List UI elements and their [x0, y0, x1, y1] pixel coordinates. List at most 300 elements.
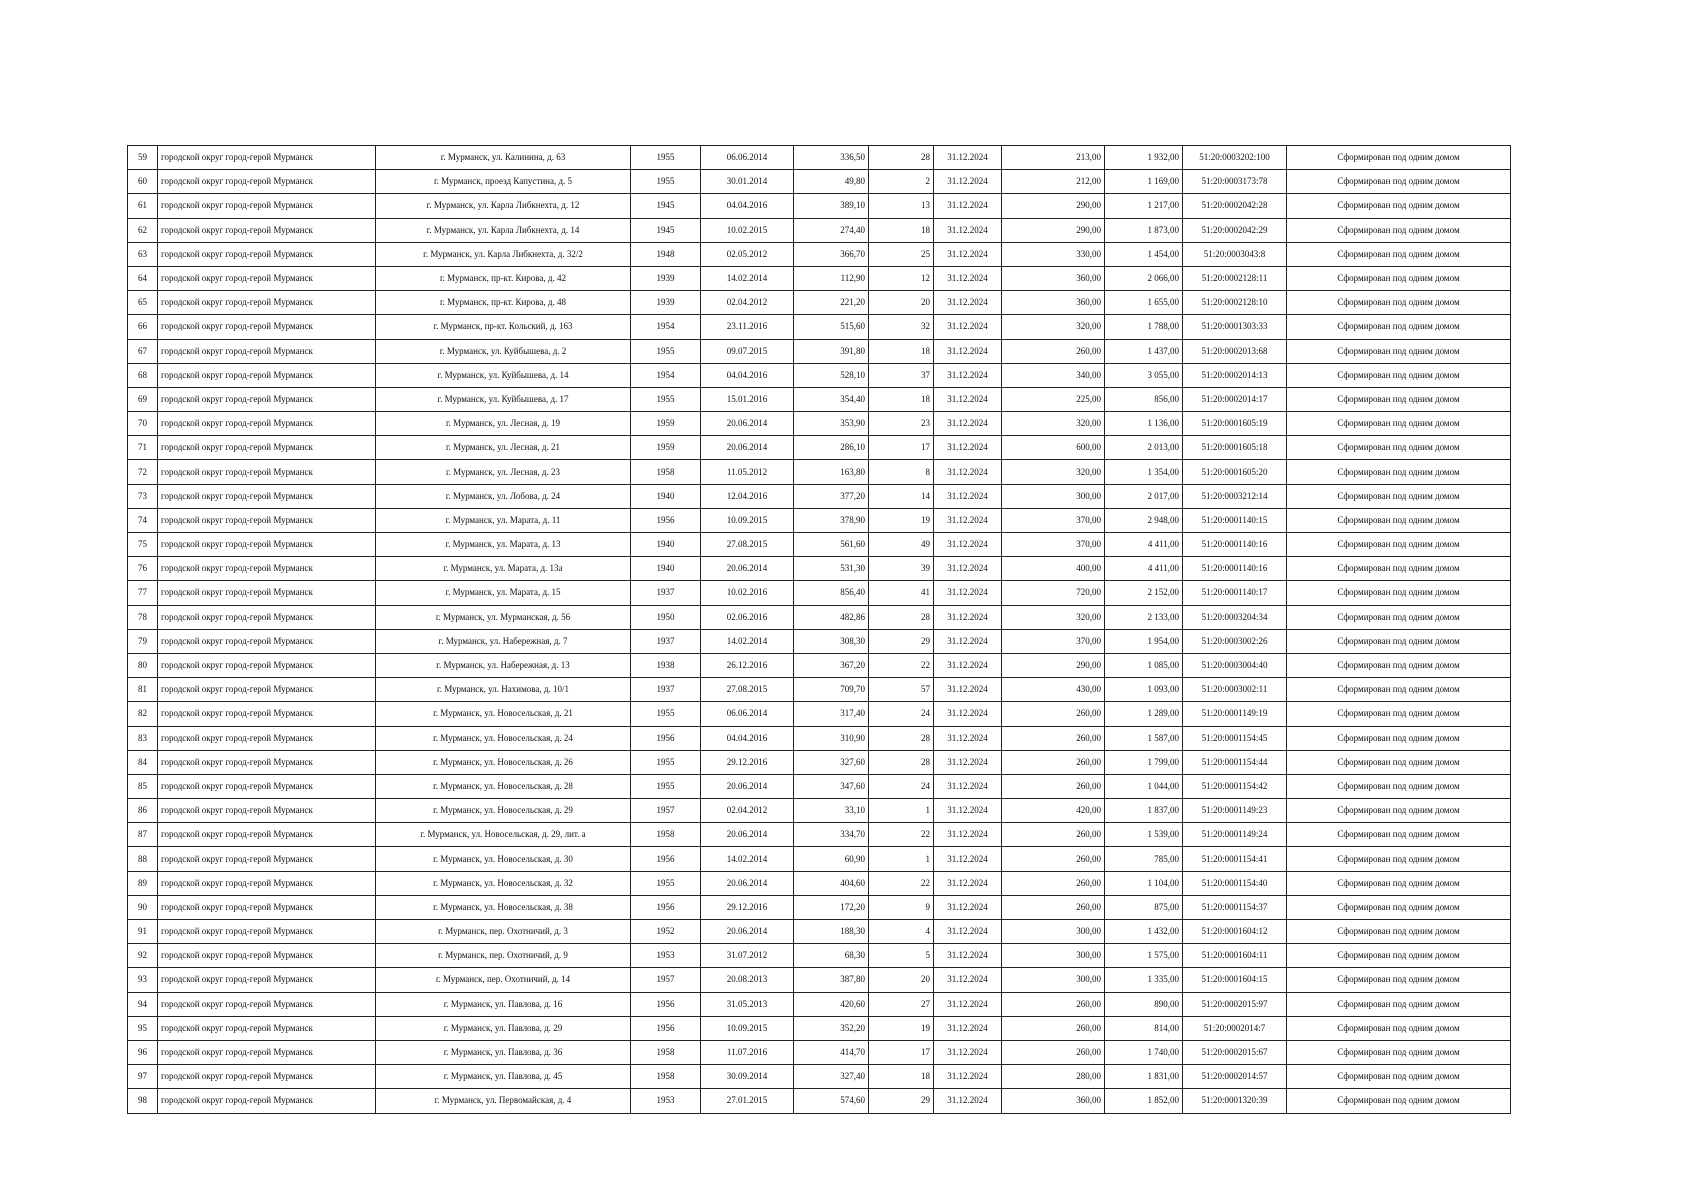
cadastral-number-cell: 51:20:0002042:28	[1183, 194, 1287, 218]
residents-cell: 57	[869, 678, 934, 702]
recognition-date-cell: 27.08.2015	[701, 533, 794, 557]
land-status-cell: Сформирован под одним домом	[1287, 387, 1511, 411]
address-cell: г. Мурманск, ул. Павлова, д. 45	[376, 1065, 631, 1089]
residents-cell: 28	[869, 605, 934, 629]
area-cell: 391,80	[794, 339, 869, 363]
build-year-cell: 1950	[631, 605, 701, 629]
build-year-cell: 1939	[631, 266, 701, 290]
row-number-cell: 97	[128, 1065, 158, 1089]
address-cell: г. Мурманск, ул. Новосельская, д. 30	[376, 847, 631, 871]
table-row	[128, 702, 1511, 726]
row-number-cell: 66	[128, 315, 158, 339]
land-area-cell: 1 954,00	[1105, 629, 1183, 653]
planned-date-cell: 31.12.2024	[934, 194, 1002, 218]
build-year-cell: 1959	[631, 436, 701, 460]
cost-cell: 260,00	[1002, 847, 1105, 871]
area-cell: 378,90	[794, 508, 869, 532]
row-number-cell: 65	[128, 291, 158, 315]
table-row	[128, 266, 1511, 290]
cadastral-number-cell: 51:20:0001604:12	[1183, 920, 1287, 944]
cost-cell: 340,00	[1002, 363, 1105, 387]
cost-cell: 370,00	[1002, 533, 1105, 557]
row-number-cell: 70	[128, 412, 158, 436]
cost-cell: 260,00	[1002, 339, 1105, 363]
address-cell: г. Мурманск, ул. Первомайская, д. 4	[376, 1089, 631, 1113]
recognition-date-cell: 20.06.2014	[701, 823, 794, 847]
cost-cell: 213,00	[1002, 146, 1105, 170]
area-cell: 60,90	[794, 847, 869, 871]
municipality-cell: городской округ город-герой Мурманск	[158, 653, 376, 677]
land-area-cell: 1 799,00	[1105, 750, 1183, 774]
row-number-cell: 69	[128, 387, 158, 411]
table-row	[128, 412, 1511, 436]
table-row	[128, 315, 1511, 339]
land-area-cell: 1 289,00	[1105, 702, 1183, 726]
municipality-cell: городской округ город-герой Мурманск	[158, 581, 376, 605]
area-cell: 528,10	[794, 363, 869, 387]
recognition-date-cell: 02.04.2012	[701, 291, 794, 315]
table-row	[128, 291, 1511, 315]
residents-cell: 19	[869, 508, 934, 532]
planned-date-cell: 31.12.2024	[934, 920, 1002, 944]
table-row	[128, 363, 1511, 387]
address-cell: г. Мурманск, ул. Новосельская, д. 26	[376, 750, 631, 774]
cost-cell: 290,00	[1002, 194, 1105, 218]
table-row	[128, 218, 1511, 242]
area-cell: 112,90	[794, 266, 869, 290]
cost-cell: 600,00	[1002, 436, 1105, 460]
land-area-cell: 1 539,00	[1105, 823, 1183, 847]
planned-date-cell: 31.12.2024	[934, 1089, 1002, 1113]
address-cell: г. Мурманск, пр-кт. Кирова, д. 48	[376, 291, 631, 315]
address-cell: г. Мурманск, ул. Новосельская, д. 24	[376, 726, 631, 750]
land-status-cell: Сформирован под одним домом	[1287, 1089, 1511, 1113]
row-number-cell: 61	[128, 194, 158, 218]
land-status-cell: Сформирован под одним домом	[1287, 581, 1511, 605]
planned-date-cell: 31.12.2024	[934, 847, 1002, 871]
land-status-cell: Сформирован под одним домом	[1287, 871, 1511, 895]
address-cell: г. Мурманск, ул. Марата, д. 13а	[376, 557, 631, 581]
build-year-cell: 1940	[631, 484, 701, 508]
cost-cell: 320,00	[1002, 315, 1105, 339]
cadastral-number-cell: 51:20:0003212:14	[1183, 484, 1287, 508]
address-cell: г. Мурманск, ул. Новосельская, д. 32	[376, 871, 631, 895]
row-number-cell: 89	[128, 871, 158, 895]
cadastral-number-cell: 51:20:0003004:40	[1183, 653, 1287, 677]
recognition-date-cell: 27.08.2015	[701, 678, 794, 702]
residents-cell: 13	[869, 194, 934, 218]
address-cell: г. Мурманск, ул. Лесная, д. 23	[376, 460, 631, 484]
cadastral-number-cell: 51:20:0002014:17	[1183, 387, 1287, 411]
row-number-cell: 73	[128, 484, 158, 508]
municipality-cell: городской округ город-герой Мурманск	[158, 629, 376, 653]
recognition-date-cell: 20.06.2014	[701, 557, 794, 581]
residents-cell: 25	[869, 242, 934, 266]
cadastral-number-cell: 51:20:0001154:44	[1183, 750, 1287, 774]
recognition-date-cell: 27.01.2015	[701, 1089, 794, 1113]
recognition-date-cell: 30.09.2014	[701, 1065, 794, 1089]
land-area-cell: 890,00	[1105, 992, 1183, 1016]
land-status-cell: Сформирован под одним домом	[1287, 242, 1511, 266]
address-cell: г. Мурманск, пр-кт. Кольский, д. 163	[376, 315, 631, 339]
area-cell: 310,90	[794, 726, 869, 750]
build-year-cell: 1955	[631, 871, 701, 895]
row-number-cell: 82	[128, 702, 158, 726]
row-number-cell: 87	[128, 823, 158, 847]
area-cell: 274,40	[794, 218, 869, 242]
land-area-cell: 1 852,00	[1105, 1089, 1183, 1113]
table-row	[128, 750, 1511, 774]
planned-date-cell: 31.12.2024	[934, 460, 1002, 484]
residents-cell: 41	[869, 581, 934, 605]
residents-cell: 5	[869, 944, 934, 968]
table-row	[128, 508, 1511, 532]
build-year-cell: 1953	[631, 944, 701, 968]
cadastral-number-cell: 51:20:0002014:7	[1183, 1016, 1287, 1040]
planned-date-cell: 31.12.2024	[934, 605, 1002, 629]
address-cell: г. Мурманск, ул. Павлова, д. 36	[376, 1040, 631, 1064]
table-row	[128, 944, 1511, 968]
cadastral-number-cell: 51:20:0001140:16	[1183, 533, 1287, 557]
row-number-cell: 80	[128, 653, 158, 677]
municipality-cell: городской округ город-герой Мурманск	[158, 992, 376, 1016]
municipality-cell: городской округ город-герой Мурманск	[158, 726, 376, 750]
area-cell: 531,30	[794, 557, 869, 581]
area-cell: 353,90	[794, 412, 869, 436]
municipality-cell: городской округ город-герой Мурманск	[158, 1040, 376, 1064]
municipality-cell: городской округ город-герой Мурманск	[158, 1065, 376, 1089]
land-area-cell: 4 411,00	[1105, 533, 1183, 557]
housing-registry-table	[127, 145, 1511, 1114]
planned-date-cell: 31.12.2024	[934, 533, 1002, 557]
land-area-cell: 1 831,00	[1105, 1065, 1183, 1089]
build-year-cell: 1955	[631, 170, 701, 194]
address-cell: г. Мурманск, ул. Новосельская, д. 29	[376, 799, 631, 823]
address-cell: г. Мурманск, ул. Павлова, д. 16	[376, 992, 631, 1016]
table-row	[128, 605, 1511, 629]
residents-cell: 28	[869, 750, 934, 774]
cost-cell: 300,00	[1002, 920, 1105, 944]
cadastral-number-cell: 51:20:0001605:18	[1183, 436, 1287, 460]
cadastral-number-cell: 51:20:0001140:16	[1183, 557, 1287, 581]
table-row	[128, 436, 1511, 460]
land-area-cell: 785,00	[1105, 847, 1183, 871]
cadastral-number-cell: 51:20:0001320:39	[1183, 1089, 1287, 1113]
area-cell: 482,86	[794, 605, 869, 629]
address-cell: г. Мурманск, ул. Калинина, д. 63	[376, 146, 631, 170]
build-year-cell: 1957	[631, 799, 701, 823]
cost-cell: 212,00	[1002, 170, 1105, 194]
build-year-cell: 1956	[631, 895, 701, 919]
area-cell: 366,70	[794, 242, 869, 266]
build-year-cell: 1956	[631, 726, 701, 750]
recognition-date-cell: 31.07.2012	[701, 944, 794, 968]
address-cell: г. Мурманск, ул. Мурманская, д. 56	[376, 605, 631, 629]
cadastral-number-cell: 51:20:0003043:8	[1183, 242, 1287, 266]
land-area-cell: 1 575,00	[1105, 944, 1183, 968]
municipality-cell: городской округ город-герой Мурманск	[158, 484, 376, 508]
address-cell: г. Мурманск, ул. Куйбышева, д. 14	[376, 363, 631, 387]
cost-cell: 370,00	[1002, 508, 1105, 532]
build-year-cell: 1952	[631, 920, 701, 944]
planned-date-cell: 31.12.2024	[934, 218, 1002, 242]
cadastral-number-cell: 51:20:0002042:29	[1183, 218, 1287, 242]
municipality-cell: городской округ город-герой Мурманск	[158, 363, 376, 387]
row-number-cell: 91	[128, 920, 158, 944]
land-area-cell: 2 152,00	[1105, 581, 1183, 605]
address-cell: г. Мурманск, ул. Марата, д. 13	[376, 533, 631, 557]
recognition-date-cell: 02.04.2012	[701, 799, 794, 823]
table-row	[128, 460, 1511, 484]
build-year-cell: 1955	[631, 146, 701, 170]
row-number-cell: 79	[128, 629, 158, 653]
row-number-cell: 68	[128, 363, 158, 387]
row-number-cell: 93	[128, 968, 158, 992]
cost-cell: 720,00	[1002, 581, 1105, 605]
cadastral-number-cell: 51:20:0001605:20	[1183, 460, 1287, 484]
area-cell: 68,30	[794, 944, 869, 968]
recognition-date-cell: 04.04.2016	[701, 363, 794, 387]
row-number-cell: 64	[128, 266, 158, 290]
build-year-cell: 1956	[631, 1016, 701, 1040]
build-year-cell: 1954	[631, 315, 701, 339]
cost-cell: 300,00	[1002, 968, 1105, 992]
table-row	[128, 920, 1511, 944]
planned-date-cell: 31.12.2024	[934, 484, 1002, 508]
planned-date-cell: 31.12.2024	[934, 629, 1002, 653]
recognition-date-cell: 29.12.2016	[701, 750, 794, 774]
municipality-cell: городской округ город-герой Мурманск	[158, 218, 376, 242]
address-cell: г. Мурманск, пер. Охотничий, д. 14	[376, 968, 631, 992]
residents-cell: 24	[869, 774, 934, 798]
municipality-cell: городской округ город-герой Мурманск	[158, 508, 376, 532]
table-row	[128, 968, 1511, 992]
land-area-cell: 1 873,00	[1105, 218, 1183, 242]
cost-cell: 330,00	[1002, 242, 1105, 266]
table-row	[128, 774, 1511, 798]
residents-cell: 9	[869, 895, 934, 919]
address-cell: г. Мурманск, ул. Карла Либкнехта, д. 12	[376, 194, 631, 218]
land-status-cell: Сформирован под одним домом	[1287, 895, 1511, 919]
land-area-cell: 1 788,00	[1105, 315, 1183, 339]
recognition-date-cell: 02.05.2012	[701, 242, 794, 266]
cadastral-number-cell: 51:20:0002128:10	[1183, 291, 1287, 315]
build-year-cell: 1937	[631, 678, 701, 702]
planned-date-cell: 31.12.2024	[934, 726, 1002, 750]
address-cell: г. Мурманск, ул. Новосельская, д. 38	[376, 895, 631, 919]
recognition-date-cell: 20.06.2014	[701, 871, 794, 895]
cadastral-number-cell: 51:20:0001604:15	[1183, 968, 1287, 992]
municipality-cell: городской округ город-герой Мурманск	[158, 920, 376, 944]
address-cell: г. Мурманск, проезд Капустина, д. 5	[376, 170, 631, 194]
address-cell: г. Мурманск, ул. Куйбышева, д. 2	[376, 339, 631, 363]
municipality-cell: городской округ город-герой Мурманск	[158, 944, 376, 968]
recognition-date-cell: 11.07.2016	[701, 1040, 794, 1064]
table-row	[128, 653, 1511, 677]
row-number-cell: 94	[128, 992, 158, 1016]
build-year-cell: 1955	[631, 750, 701, 774]
build-year-cell: 1956	[631, 847, 701, 871]
planned-date-cell: 31.12.2024	[934, 581, 1002, 605]
land-status-cell: Сформирован под одним домом	[1287, 412, 1511, 436]
address-cell: г. Мурманск, ул. Лесная, д. 19	[376, 412, 631, 436]
cadastral-number-cell: 51:20:0001154:41	[1183, 847, 1287, 871]
planned-date-cell: 31.12.2024	[934, 678, 1002, 702]
area-cell: 327,40	[794, 1065, 869, 1089]
cost-cell: 260,00	[1002, 1040, 1105, 1064]
land-status-cell: Сформирован под одним домом	[1287, 146, 1511, 170]
municipality-cell: городской округ город-герой Мурманск	[158, 146, 376, 170]
land-status-cell: Сформирован под одним домом	[1287, 508, 1511, 532]
municipality-cell: городской округ город-герой Мурманск	[158, 750, 376, 774]
residents-cell: 27	[869, 992, 934, 1016]
planned-date-cell: 31.12.2024	[934, 291, 1002, 315]
row-number-cell: 88	[128, 847, 158, 871]
build-year-cell: 1953	[631, 1089, 701, 1113]
cadastral-number-cell: 51:20:0003204:34	[1183, 605, 1287, 629]
residents-cell: 49	[869, 533, 934, 557]
residents-cell: 18	[869, 339, 934, 363]
area-cell: 336,50	[794, 146, 869, 170]
build-year-cell: 1955	[631, 774, 701, 798]
land-area-cell: 2 948,00	[1105, 508, 1183, 532]
residents-cell: 12	[869, 266, 934, 290]
area-cell: 367,20	[794, 653, 869, 677]
residents-cell: 18	[869, 218, 934, 242]
land-status-cell: Сформирован под одним домом	[1287, 363, 1511, 387]
municipality-cell: городской округ город-герой Мурманск	[158, 194, 376, 218]
land-area-cell: 2 013,00	[1105, 436, 1183, 460]
residents-cell: 22	[869, 653, 934, 677]
land-area-cell: 1 104,00	[1105, 871, 1183, 895]
area-cell: 420,60	[794, 992, 869, 1016]
planned-date-cell: 31.12.2024	[934, 895, 1002, 919]
land-area-cell: 1 655,00	[1105, 291, 1183, 315]
cost-cell: 360,00	[1002, 266, 1105, 290]
build-year-cell: 1955	[631, 702, 701, 726]
table-row	[128, 146, 1511, 170]
row-number-cell: 81	[128, 678, 158, 702]
build-year-cell: 1955	[631, 339, 701, 363]
build-year-cell: 1940	[631, 533, 701, 557]
cost-cell: 260,00	[1002, 702, 1105, 726]
land-area-cell: 1 354,00	[1105, 460, 1183, 484]
table-row	[128, 1016, 1511, 1040]
address-cell: г. Мурманск, ул. Набережная, д. 7	[376, 629, 631, 653]
municipality-cell: городской округ город-герой Мурманск	[158, 871, 376, 895]
municipality-cell: городской округ город-герой Мурманск	[158, 678, 376, 702]
cost-cell: 360,00	[1002, 1089, 1105, 1113]
land-status-cell: Сформирован под одним домом	[1287, 1065, 1511, 1089]
municipality-cell: городской округ город-герой Мурманск	[158, 823, 376, 847]
cost-cell: 280,00	[1002, 1065, 1105, 1089]
land-status-cell: Сформирован под одним домом	[1287, 557, 1511, 581]
land-status-cell: Сформирован под одним домом	[1287, 218, 1511, 242]
planned-date-cell: 31.12.2024	[934, 363, 1002, 387]
cadastral-number-cell: 51:20:0003002:11	[1183, 678, 1287, 702]
cost-cell: 320,00	[1002, 605, 1105, 629]
recognition-date-cell: 20.06.2014	[701, 436, 794, 460]
land-area-cell: 1 454,00	[1105, 242, 1183, 266]
row-number-cell: 84	[128, 750, 158, 774]
area-cell: 709,70	[794, 678, 869, 702]
cost-cell: 290,00	[1002, 218, 1105, 242]
recognition-date-cell: 10.09.2015	[701, 1016, 794, 1040]
area-cell: 347,60	[794, 774, 869, 798]
recognition-date-cell: 26.12.2016	[701, 653, 794, 677]
land-area-cell: 1 169,00	[1105, 170, 1183, 194]
recognition-date-cell: 31.05.2013	[701, 992, 794, 1016]
row-number-cell: 85	[128, 774, 158, 798]
residents-cell: 20	[869, 291, 934, 315]
table-row	[128, 847, 1511, 871]
table-row	[128, 581, 1511, 605]
cost-cell: 260,00	[1002, 1016, 1105, 1040]
recognition-date-cell: 09.07.2015	[701, 339, 794, 363]
cadastral-number-cell: 51:20:0002015:67	[1183, 1040, 1287, 1064]
cost-cell: 300,00	[1002, 484, 1105, 508]
area-cell: 172,20	[794, 895, 869, 919]
cost-cell: 260,00	[1002, 871, 1105, 895]
row-number-cell: 59	[128, 146, 158, 170]
row-number-cell: 95	[128, 1016, 158, 1040]
area-cell: 327,60	[794, 750, 869, 774]
area-cell: 414,70	[794, 1040, 869, 1064]
municipality-cell: городской округ город-герой Мурманск	[158, 968, 376, 992]
municipality-cell: городской округ город-герой Мурманск	[158, 799, 376, 823]
land-status-cell: Сформирован под одним домом	[1287, 750, 1511, 774]
land-area-cell: 1 740,00	[1105, 1040, 1183, 1064]
land-status-cell: Сформирован под одним домом	[1287, 436, 1511, 460]
row-number-cell: 72	[128, 460, 158, 484]
area-cell: 33,10	[794, 799, 869, 823]
build-year-cell: 1956	[631, 992, 701, 1016]
planned-date-cell: 31.12.2024	[934, 774, 1002, 798]
planned-date-cell: 31.12.2024	[934, 339, 1002, 363]
land-area-cell: 1 044,00	[1105, 774, 1183, 798]
land-status-cell: Сформирован под одним домом	[1287, 605, 1511, 629]
recognition-date-cell: 30.01.2014	[701, 170, 794, 194]
residents-cell: 18	[869, 1065, 934, 1089]
recognition-date-cell: 20.06.2014	[701, 920, 794, 944]
planned-date-cell: 31.12.2024	[934, 750, 1002, 774]
land-area-cell: 2 066,00	[1105, 266, 1183, 290]
municipality-cell: городской округ город-герой Мурманск	[158, 460, 376, 484]
cost-cell: 430,00	[1002, 678, 1105, 702]
row-number-cell: 60	[128, 170, 158, 194]
cost-cell: 300,00	[1002, 944, 1105, 968]
planned-date-cell: 31.12.2024	[934, 315, 1002, 339]
table-row	[128, 387, 1511, 411]
row-number-cell: 75	[128, 533, 158, 557]
planned-date-cell: 31.12.2024	[934, 436, 1002, 460]
recognition-date-cell: 14.02.2014	[701, 266, 794, 290]
area-cell: 221,20	[794, 291, 869, 315]
municipality-cell: городской округ город-герой Мурманск	[158, 1016, 376, 1040]
land-area-cell: 1 837,00	[1105, 799, 1183, 823]
address-cell: г. Мурманск, ул. Нахимова, д. 10/1	[376, 678, 631, 702]
planned-date-cell: 31.12.2024	[934, 702, 1002, 726]
recognition-date-cell: 10.02.2016	[701, 581, 794, 605]
area-cell: 286,10	[794, 436, 869, 460]
table-row	[128, 557, 1511, 581]
land-status-cell: Сформирован под одним домом	[1287, 799, 1511, 823]
residents-cell: 14	[869, 484, 934, 508]
cadastral-number-cell: 51:20:0002014:13	[1183, 363, 1287, 387]
table-row	[128, 484, 1511, 508]
table-row	[128, 823, 1511, 847]
cadastral-number-cell: 51:20:0001140:17	[1183, 581, 1287, 605]
